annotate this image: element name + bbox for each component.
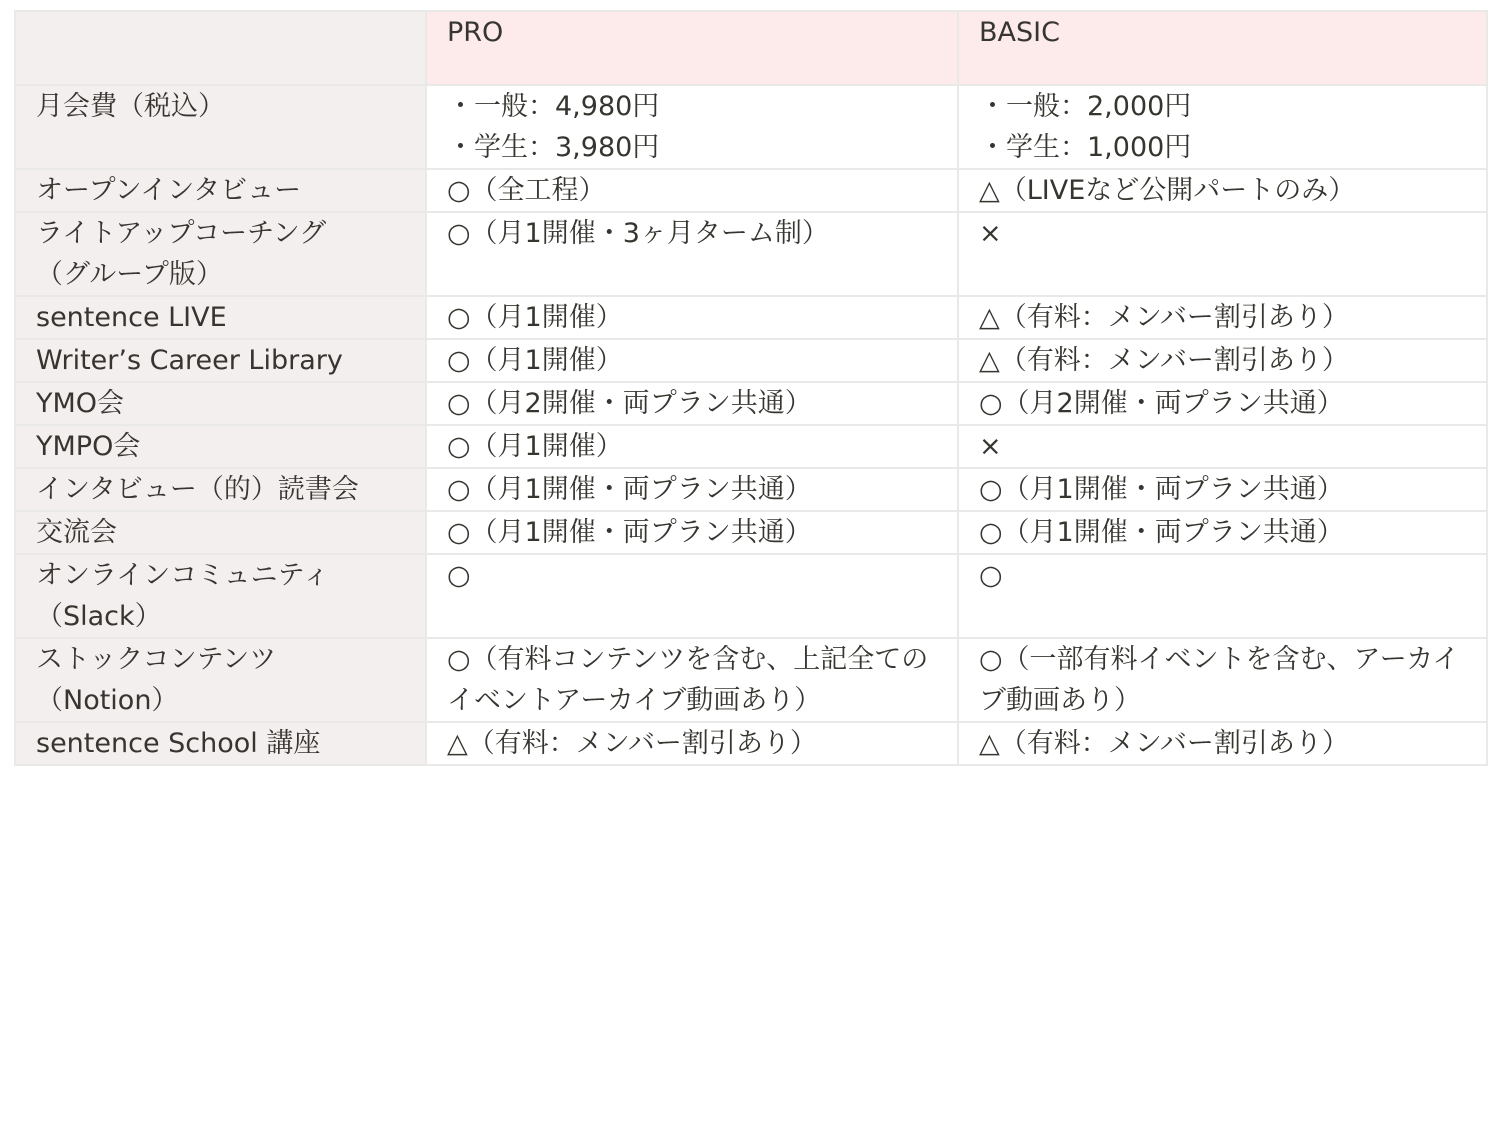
table-row — [15, 85, 1487, 169]
table-row — [15, 511, 1487, 554]
table-row — [15, 382, 1487, 425]
pro-cell: ○（月1開催） — [426, 425, 958, 468]
feature-cell: sentence LIVE — [15, 296, 426, 339]
header-row — [15, 11, 1487, 85]
header-corner-cell — [15, 11, 426, 85]
feature-cell: YMO会 — [15, 382, 426, 425]
pro-cell: ○（月1開催） — [426, 339, 958, 382]
feature-cell: 交流会 — [15, 511, 426, 554]
pro-cell: △（有料：メンバー割引あり） — [426, 722, 958, 765]
basic-cell: × — [958, 212, 1487, 296]
basic-cell: △（有料：メンバー割引あり） — [958, 296, 1487, 339]
table-row — [15, 296, 1487, 339]
basic-cell: △（有料：メンバー割引あり） — [958, 339, 1487, 382]
plan-comparison-table — [14, 10, 1488, 766]
table-row — [15, 638, 1487, 722]
header-basic: BASIC — [958, 11, 1487, 85]
basic-cell: △（有料：メンバー割引あり） — [958, 722, 1487, 765]
table-row — [15, 468, 1487, 511]
basic-cell: × — [958, 425, 1487, 468]
plan-comparison — [14, 10, 1486, 766]
pro-cell: ○ — [426, 554, 958, 638]
feature-cell: YMPO会 — [15, 425, 426, 468]
table-body — [15, 85, 1487, 765]
table-row — [15, 212, 1487, 296]
pro-cell: ○（有料コンテンツを含む、上記全てのイベントアーカイブ動画あり） — [426, 638, 958, 722]
table-row — [15, 339, 1487, 382]
pro-cell: ○（月1開催・両プラン共通） — [426, 511, 958, 554]
basic-cell: ○（月2開催・両プラン共通） — [958, 382, 1487, 425]
pro-cell: ○（月1開催・3ヶ月ターム制） — [426, 212, 958, 296]
table-row — [15, 169, 1487, 212]
basic-cell: △（LIVEなど公開パートのみ） — [958, 169, 1487, 212]
pro-cell: ○（全工程） — [426, 169, 958, 212]
basic-cell: ○（月1開催・両プラン共通） — [958, 511, 1487, 554]
pro-cell: ○（月2開催・両プラン共通） — [426, 382, 958, 425]
basic-cell: ○ — [958, 554, 1487, 638]
table-row — [15, 554, 1487, 638]
basic-cell: ○（一部有料イベントを含む、アーカイブ動画あり） — [958, 638, 1487, 722]
feature-cell: Writer’s Career Library — [15, 339, 426, 382]
table-row — [15, 425, 1487, 468]
feature-cell: オープンインタビュー — [15, 169, 426, 212]
feature-cell: ストックコンテンツ （Notion） — [15, 638, 426, 722]
basic-cell: ・一般：2,000円 ・学生：1,000円 — [958, 85, 1487, 169]
pro-cell: ・一般：4,980円 ・学生：3,980円 — [426, 85, 958, 169]
feature-cell: インタビュー（的）読書会 — [15, 468, 426, 511]
feature-cell: オンラインコミュニティ （Slack） — [15, 554, 426, 638]
feature-cell: ライトアップコーチング （グループ版） — [15, 212, 426, 296]
pro-cell: ○（月1開催・両プラン共通） — [426, 468, 958, 511]
header-pro: PRO — [426, 11, 958, 85]
pro-cell: ○（月1開催） — [426, 296, 958, 339]
basic-cell: ○（月1開催・両プラン共通） — [958, 468, 1487, 511]
feature-cell: 月会費（税込） — [15, 85, 426, 169]
table-row — [15, 722, 1487, 765]
feature-cell: sentence School 講座 — [15, 722, 426, 765]
